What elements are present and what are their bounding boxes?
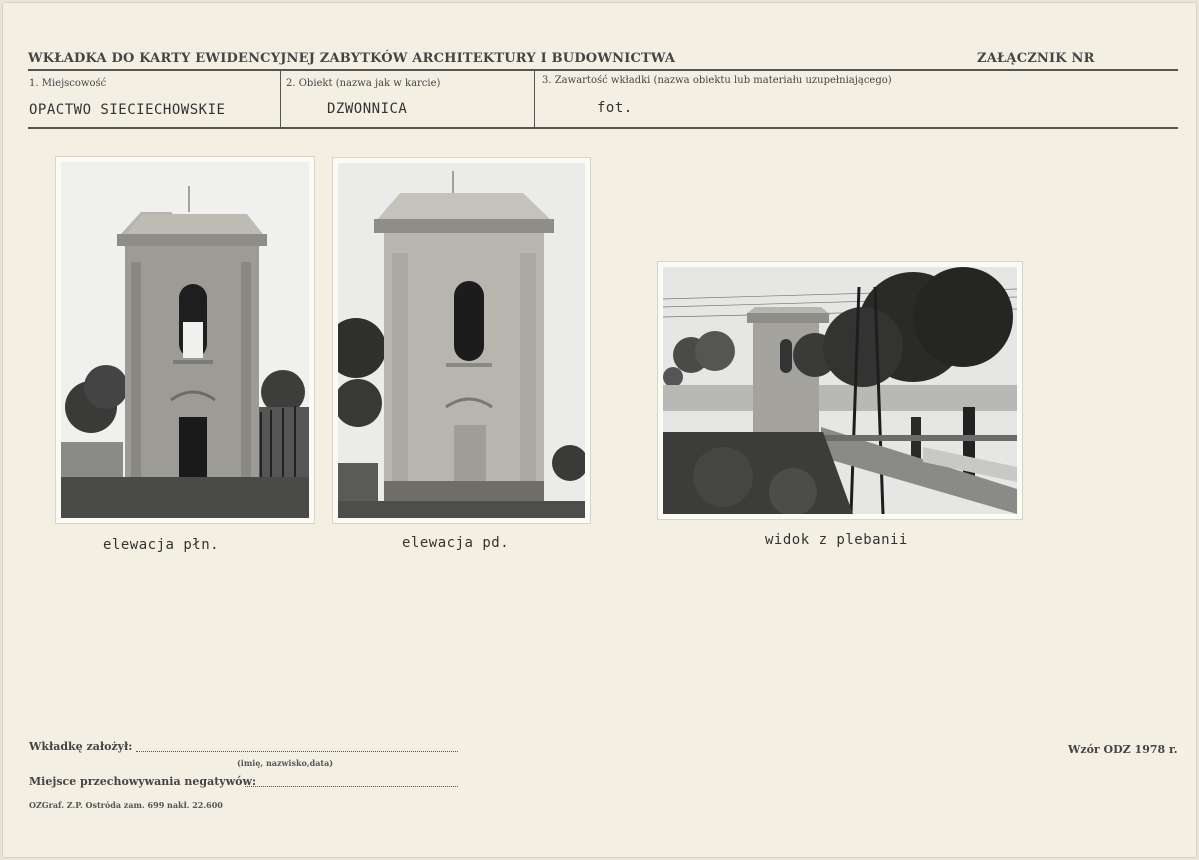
negatives-storage-label: Miejsce przechowywania negatywów: [29,775,257,788]
negatives-storage-line [245,786,458,787]
object-value: DZWONNICA [327,101,408,117]
form-sheet [2,2,1197,858]
inserted-by-label: Wkładkę założył: [29,740,133,753]
form-template-label: Wzór ODZ 1978 r. [1068,743,1178,756]
inserted-by-line [136,751,458,752]
locality-value: OPACTWO SIECIECHOWSKIE [29,102,226,118]
field-divider [280,71,281,127]
photo-south-elevation [333,158,590,523]
caption-south-elevation: elewacja pd. [402,535,510,551]
object-label: 2. Obiekt (nazwa jak w karcie) [286,78,441,89]
inserted-by-hint: (imię, nazwisko,data) [237,758,334,768]
contents-value: fot. [597,100,633,116]
caption-view-from-rectory: widok z plebanii [765,532,908,548]
contents-label: 3. Zawartość wkładki (nazwa obiektu lub materiału uzupełniającego) [542,75,892,86]
printer-imprint: OZGraf. Z.P. Ostróda zam. 699 nakł. 22.600 [29,800,223,810]
attachment-number-label: ZAŁĄCZNIK NR [977,51,1095,66]
form-title: WKŁADKA DO KARTY EWIDENCYJNEJ ZABYTKÓW ARCHITEKTURY I BUDOWNICTWA [28,51,676,66]
caption-north-elevation: elewacja płn. [103,537,220,553]
fields-bottom-rule [28,127,1178,129]
field-divider [534,71,535,127]
photo-view-from-rectory [658,262,1022,519]
locality-label: 1. Miejscowość [29,78,107,89]
photo-north-elevation [56,157,314,523]
header-rule [28,69,1178,71]
